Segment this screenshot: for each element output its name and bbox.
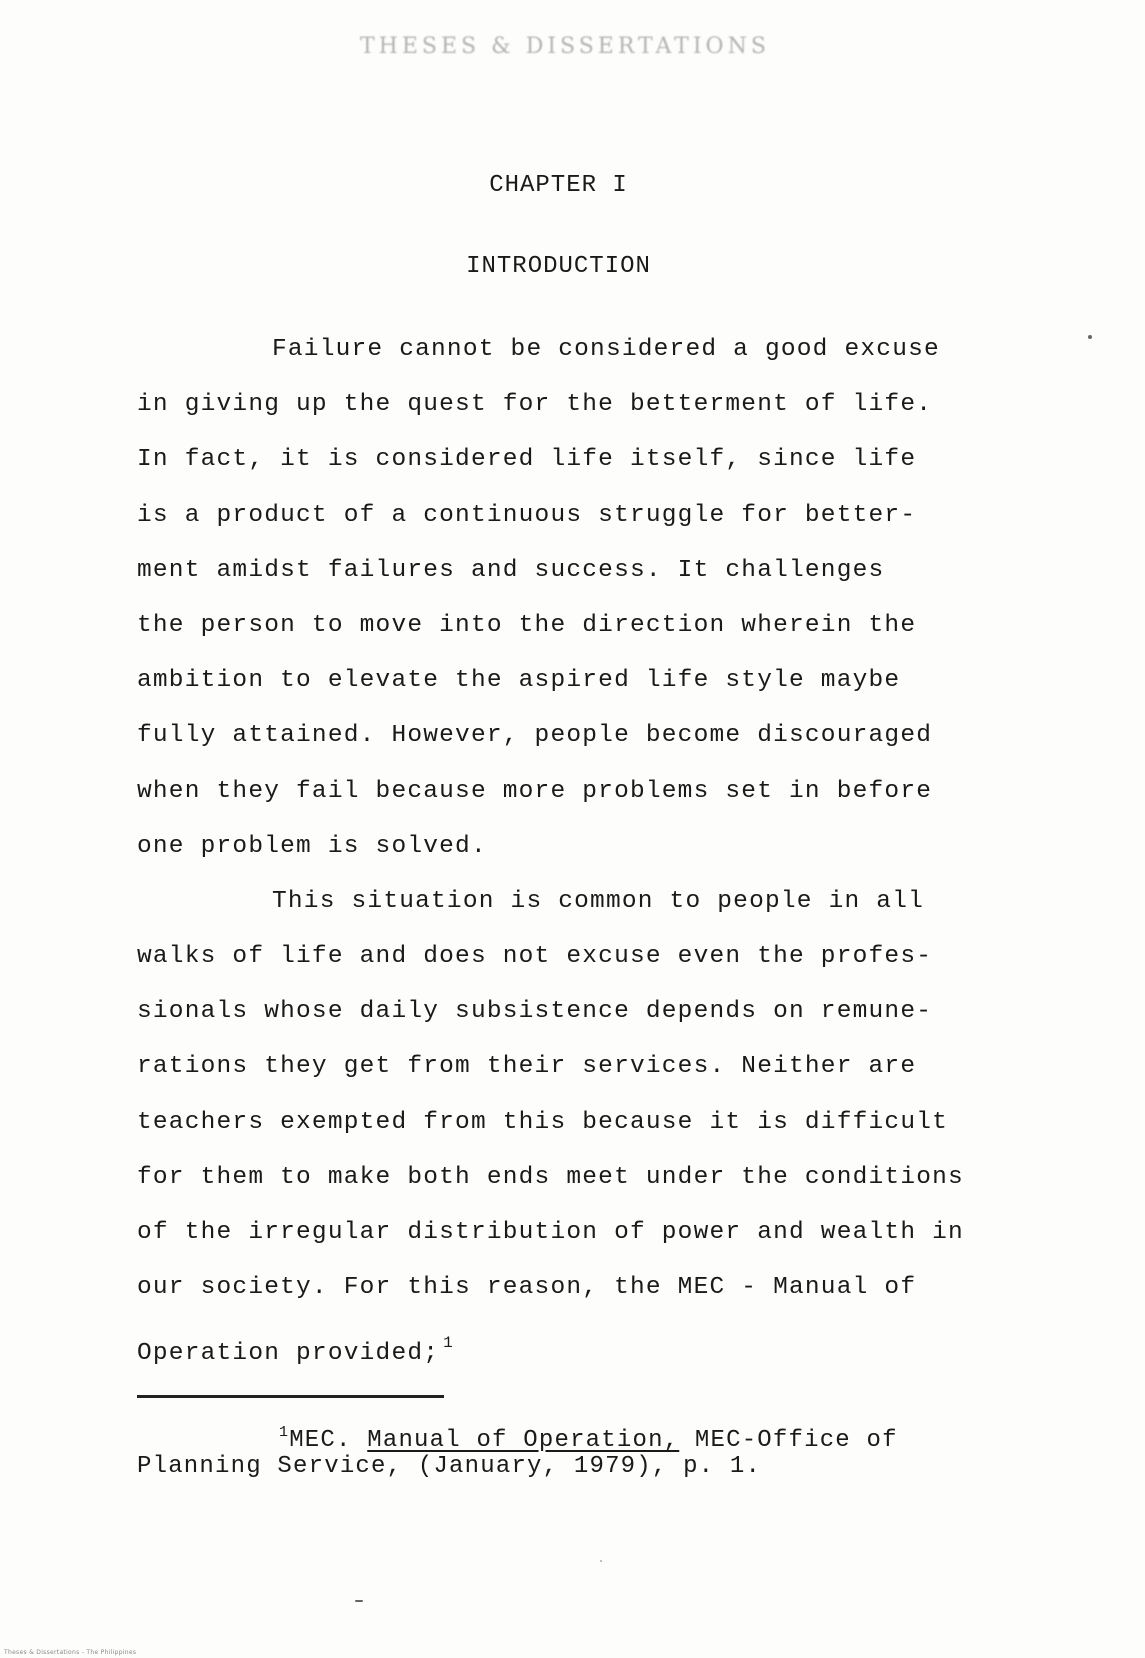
- text-line: Operation provided;: [137, 1340, 440, 1368]
- text-line: teachers exempted from this because it is difficult: [137, 1108, 949, 1136]
- scan-speck: [355, 1600, 363, 1602]
- text-line: our society. For this reason, the MEC - Manual of: [137, 1274, 917, 1302]
- chapter-number: CHAPTER I: [489, 172, 628, 199]
- text-line: rations they get from their services. Neither are: [137, 1053, 917, 1081]
- text-line: of the irregular distribution of power and wealth in: [137, 1219, 964, 1246]
- footnote-publisher: MEC-Office of: [694, 1427, 898, 1454]
- footnote-number: 1: [279, 1424, 290, 1441]
- footnote-line-1: [137, 1420, 1037, 1454]
- footnote-author: MEC.: [289, 1427, 352, 1454]
- text-line: ambition to elevate the aspired life style maybe: [137, 667, 901, 695]
- footnote-marker: 1: [443, 1334, 454, 1353]
- footnote-line-2: Planning Service, (January, 1979), p. 1.: [137, 1453, 762, 1480]
- footnote: [137, 1420, 1037, 1480]
- scan-speck: [600, 1560, 602, 1562]
- text-line: In fact, it is considered life itself, since life: [137, 446, 917, 474]
- text-line: one problem is solved.: [137, 832, 487, 860]
- footnote-title: Manual of Operation,: [367, 1427, 680, 1454]
- section-heading: INTRODUCTION: [466, 253, 651, 280]
- body-text: [137, 335, 1017, 1384]
- text-line-with-footnote-ref: [137, 1328, 1017, 1383]
- text-line: for them to make both ends meet under the conditions: [137, 1163, 964, 1191]
- text-line: Failure cannot be considered a good excuse: [272, 336, 940, 363]
- text-line: is a product of a continuous struggle for better-: [137, 501, 917, 529]
- text-line: ment amidst failures and success. It challenges: [137, 556, 885, 584]
- text-line: This situation is common to people in all: [272, 887, 924, 915]
- text-line: walks of life and does not excuse even the profes-: [137, 943, 933, 971]
- library-stamp: THESES & DISSERTATIONS: [360, 34, 770, 59]
- footnote-divider: [137, 1395, 444, 1398]
- text-line: in giving up the quest for the betterment of life.: [137, 391, 933, 419]
- text-line: the person to move into the direction wherein the: [137, 611, 917, 639]
- scan-tag: Theses & Dissertations - The Philippines: [4, 1649, 137, 1656]
- scan-speck: [1088, 335, 1092, 339]
- text-line: when they fail because more problems set in before: [137, 777, 933, 805]
- text-line: fully attained. However, people become discouraged: [137, 722, 933, 750]
- text-line: sionals whose daily subsistence depends on remune-: [137, 998, 933, 1026]
